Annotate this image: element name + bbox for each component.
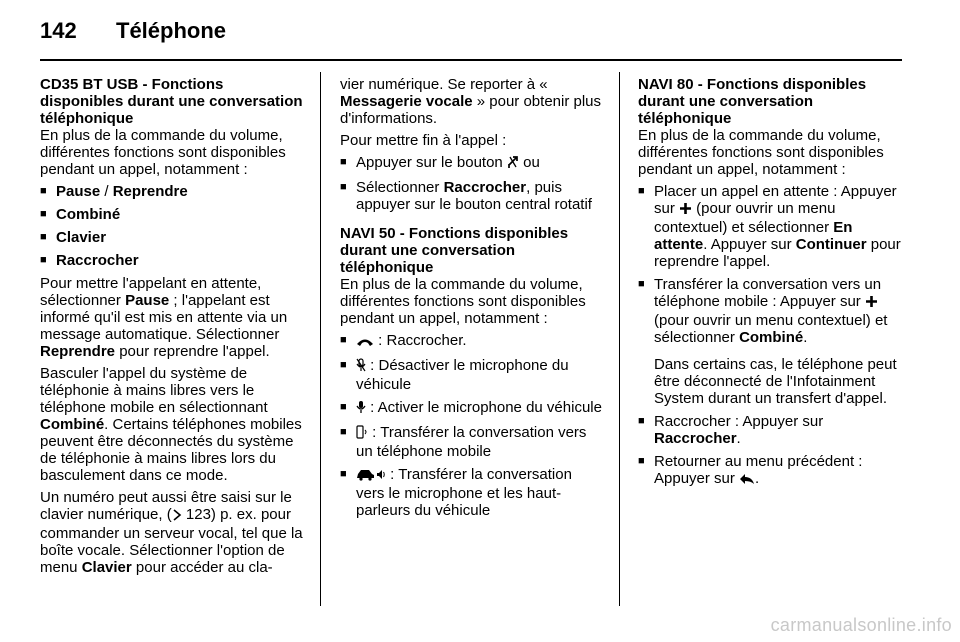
mic-off-icon bbox=[356, 358, 366, 376]
list-item: ■ Retourner au menu précédent : Appuyer sur . bbox=[638, 453, 904, 489]
paragraph-voicemail: vier numérique. Se reporter à « Messagerie vocale » pour obtenir plus d'informations. bbox=[340, 76, 602, 127]
section-heading-cd35: CD35 BT USB - Fonctions disponibles durant une conversation téléphonique bbox=[40, 76, 303, 127]
paragraph-intro-cd35: En plus de la commande du volume, différentes fonctions sont disponibles pendant un appel, notamment : bbox=[40, 127, 286, 178]
end-call-list bbox=[340, 154, 604, 213]
feature-list-navi50 bbox=[340, 332, 604, 519]
paragraph-intro-navi80: En plus de la commande du volume, différentes fonctions sont disponibles pendant un appel, notamment : bbox=[638, 127, 884, 178]
paragraph-keypad: Un numéro peut aussi être saisi sur le clavier numérique, ( 123) p. ex. pour commander un serveur vocal, tel que la boîte vocale. Sélectionner l'option de menu Clavier pour accéder au cla- bbox=[40, 489, 303, 576]
list-item: ■ Clavier bbox=[40, 229, 306, 246]
list-item: ■ : Désactiver le microphone du véhicule bbox=[340, 357, 604, 393]
transfer-note: Dans certains cas, le téléphone peut être déconnecté de l'Infotainment System durant un transfert d'appel. bbox=[654, 356, 897, 407]
car-speaker-icon bbox=[356, 468, 386, 485]
list-item: ■ : Transférer la conversation vers le microphone et les haut-parleurs du véhicule bbox=[340, 466, 604, 519]
column-3 bbox=[638, 76, 904, 495]
watermark: carmanualsonline.info bbox=[770, 615, 952, 635]
column-divider-1 bbox=[320, 72, 321, 606]
column-2 bbox=[340, 76, 604, 525]
list-item: ■ : Raccrocher. bbox=[340, 332, 604, 351]
page-reference-link[interactable]: 123 bbox=[185, 506, 211, 523]
plus-icon bbox=[679, 202, 692, 219]
page-title: Téléphone bbox=[116, 18, 227, 43]
paragraph-handset: Basculer l'appel du système de téléphonie à mains libres vers le téléphone mobile en sélectionnant Combiné. Certains téléphones mobiles peuvent être déconnectés du système de téléphonie à mains libres lors du basculement dans ce mode. bbox=[40, 365, 302, 484]
hang-up-icon bbox=[356, 334, 374, 351]
list-item: ■ : Activer le microphone du véhicule bbox=[340, 399, 604, 418]
list-item: ■ Pause / Reprendre bbox=[40, 183, 306, 200]
column-1 bbox=[40, 76, 306, 581]
list-item: ■ Raccrocher bbox=[40, 252, 306, 269]
list-item: ■ Raccrocher : Appuyer sur Raccrocher. bbox=[638, 413, 904, 447]
page-reference-arrow-icon bbox=[172, 508, 182, 525]
header-rule bbox=[40, 59, 902, 61]
list-item: ■ Transférer la conversation vers un téléphone mobile : Appuyer sur (pour ouvrir un menu contextuel) et sélectionner Combiné. Dans certains cas, le téléphone peut être déconnecté de l'Infotainment System durant un transfert d'appel. bbox=[638, 276, 904, 407]
mic-on-icon bbox=[356, 400, 366, 418]
list-item: ■ Sélectionner Raccrocher, puis appuyer sur le bouton central rotatif bbox=[340, 179, 604, 213]
end-call-button-icon bbox=[507, 155, 519, 173]
list-item: ■ Placer un appel en attente : Appuyer sur (pour ouvrir un menu contextuel) et sélectionner En attente. Appuyer sur Continuer pour reprendre l'appel. bbox=[638, 183, 904, 270]
list-item: ■ Combiné bbox=[40, 206, 306, 223]
phone-transfer-icon bbox=[356, 425, 368, 443]
paragraph-intro-navi50: En plus de la commande du volume, différentes fonctions sont disponibles pendant un appel, notamment : bbox=[340, 276, 586, 327]
feature-list-navi80 bbox=[638, 183, 904, 489]
feature-list-cd35 bbox=[40, 183, 306, 269]
plus-icon bbox=[865, 295, 878, 312]
back-arrow-icon bbox=[739, 472, 755, 489]
list-item: ■ Appuyer sur le bouton ou bbox=[340, 154, 604, 173]
page-number: 142 bbox=[40, 18, 77, 43]
column-divider-2 bbox=[619, 72, 620, 606]
paragraph-hold: Pour mettre l'appelant en attente, sélectionner Pause ; l'appelant est informé qu'il est mis en attente via un message automatique. Sélectionner Reprendre pour reprendre l'appel. bbox=[40, 275, 288, 360]
list-item: ■ : Transférer la conversation vers un téléphone mobile bbox=[340, 424, 604, 460]
page-header bbox=[40, 18, 226, 48]
section-heading-navi80: NAVI 80 - Fonctions disponibles durant une conversation téléphonique bbox=[638, 76, 867, 127]
paragraph-end-call: Pour mettre fin à l'appel : bbox=[340, 132, 507, 149]
section-heading-navi50: NAVI 50 - Fonctions disponibles durant une conversation téléphonique bbox=[340, 225, 569, 276]
